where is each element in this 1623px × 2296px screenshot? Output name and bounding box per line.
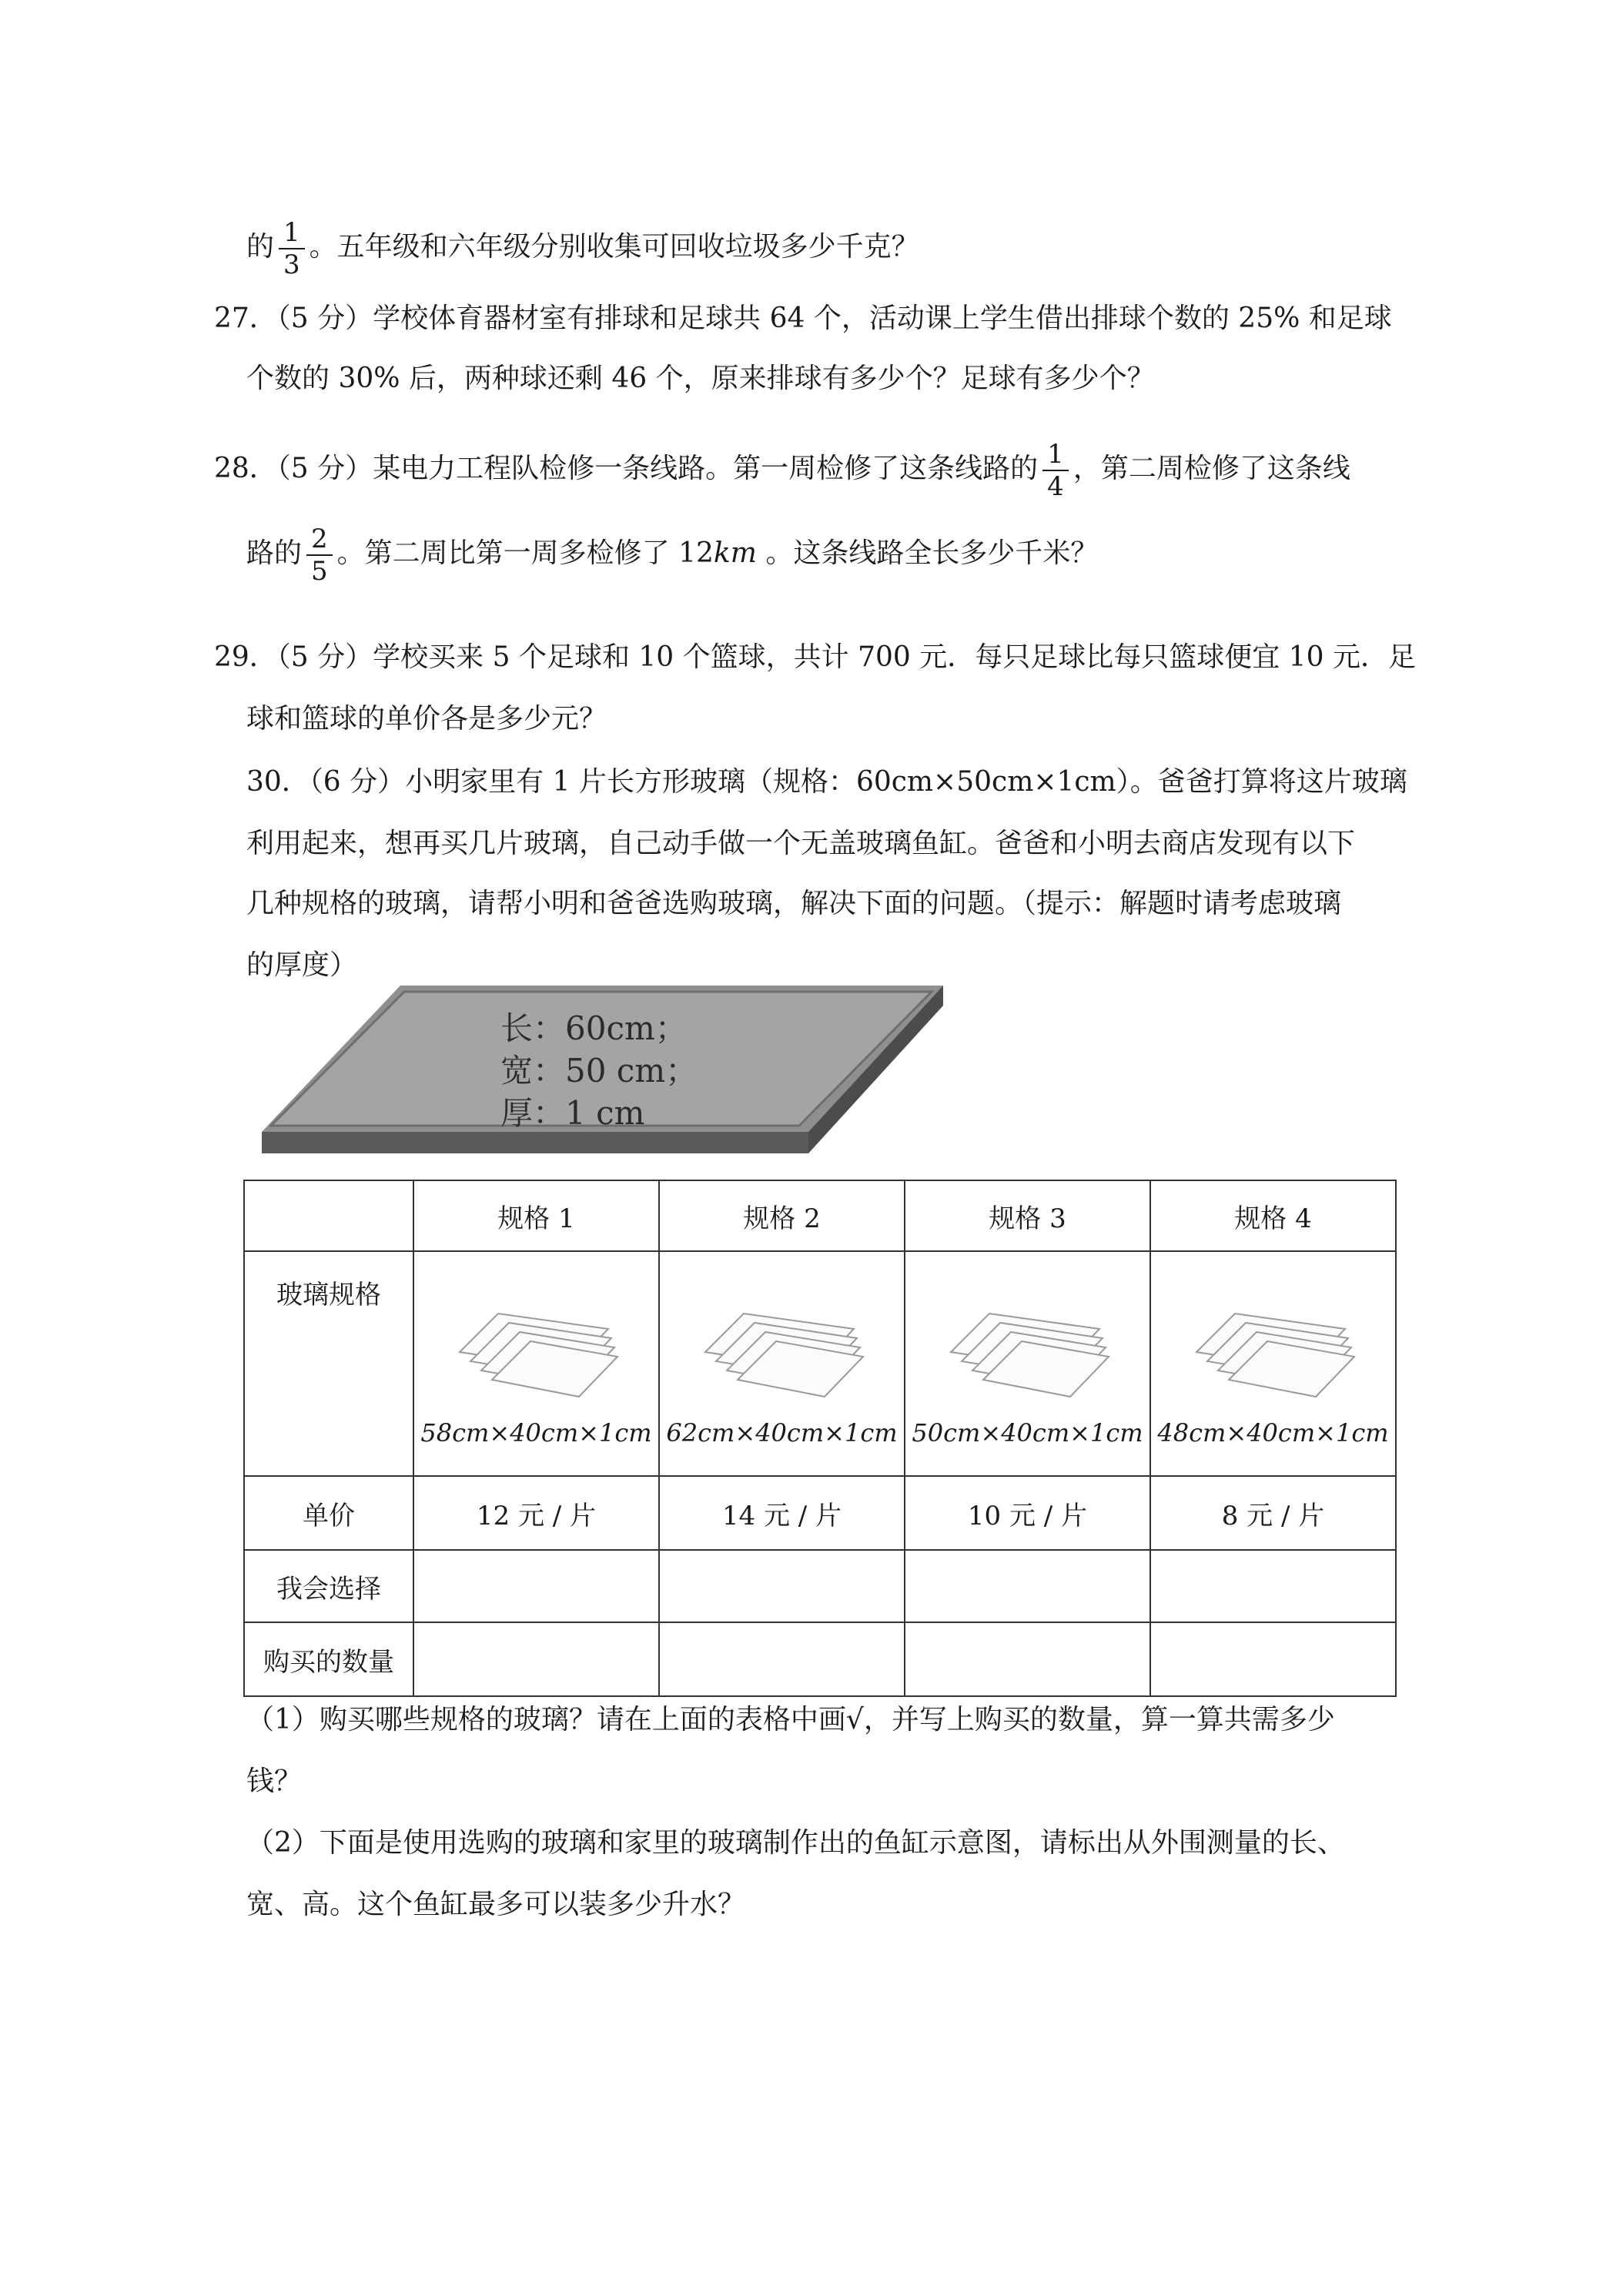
q28-text-1-tail: ，第二周检修了这条线 bbox=[1073, 453, 1350, 484]
table-row-quantity bbox=[244, 1622, 1396, 1696]
spec-cell-4 bbox=[1150, 1251, 1396, 1476]
choose-cell-3[interactable] bbox=[905, 1550, 1150, 1622]
spec-cell-3 bbox=[905, 1251, 1150, 1476]
q28-line-2 bbox=[246, 524, 1098, 587]
price-cell-2: 14 元 / 片 bbox=[659, 1476, 905, 1550]
quantity-cell-4[interactable] bbox=[1150, 1622, 1396, 1696]
choose-cell-2[interactable] bbox=[659, 1550, 905, 1622]
spec-dim-3: 50cm×40cm×1cm bbox=[912, 1418, 1143, 1448]
glass-stack-image bbox=[444, 1298, 629, 1414]
fraction-numerator: 1 bbox=[279, 217, 305, 249]
quantity-cell-1[interactable] bbox=[413, 1622, 659, 1696]
fraction-denominator: 5 bbox=[311, 556, 328, 587]
table-row-choose bbox=[244, 1550, 1396, 1622]
glass-thickness-label: 厚：1 cm bbox=[500, 1094, 645, 1132]
fraction-denominator: 3 bbox=[283, 249, 300, 280]
glass-stack-image bbox=[1181, 1298, 1366, 1414]
spec-dim-2: 62cm×40cm×1cm bbox=[666, 1418, 898, 1448]
price-cell-4: 8 元 / 片 bbox=[1150, 1476, 1396, 1550]
fraction-denominator: 4 bbox=[1047, 471, 1064, 502]
spec-dim-4: 48cm×40cm×1cm bbox=[1157, 1418, 1389, 1448]
fraction-numerator: 2 bbox=[306, 524, 333, 556]
table-row-price bbox=[244, 1476, 1396, 1550]
row-label-price: 单价 bbox=[244, 1476, 413, 1550]
q26-text: 。五年级和六年级分别收集可回收垃圾多少千克？ bbox=[309, 231, 919, 263]
row-label-quantity: 购买的数量 bbox=[244, 1622, 413, 1696]
price-cell-3: 10 元 / 片 bbox=[905, 1476, 1150, 1550]
choose-cell-4[interactable] bbox=[1150, 1550, 1396, 1622]
header-spec-3: 规格 3 bbox=[905, 1180, 1150, 1251]
q28-line-1 bbox=[214, 439, 1350, 502]
q30-line-2: 利用起来，想再买几片玻璃，自己动手做一个无盖玻璃鱼缸。爸爸和小明去商店发现有以下 bbox=[246, 828, 1356, 859]
quantity-cell-2[interactable] bbox=[659, 1622, 905, 1696]
glass-sheet-illustration bbox=[246, 978, 955, 1166]
glass-stack-image bbox=[690, 1298, 875, 1414]
glass-front-edge bbox=[262, 1132, 808, 1153]
q28-unit-km: km bbox=[713, 537, 757, 569]
spec-dim-1: 58cm×40cm×1cm bbox=[420, 1418, 652, 1448]
sub1-line-1: （1）购买哪些规格的玻璃？请在上面的表格中画√，并写上购买的数量，算一算共需多少 bbox=[246, 1704, 1335, 1735]
spec-cell-1 bbox=[413, 1251, 659, 1476]
fraction-one-third bbox=[279, 217, 305, 280]
sub1-line-2: 钱？ bbox=[246, 1766, 303, 1797]
q26-prefix: 的 bbox=[246, 231, 275, 263]
glass-length-label: 长：60cm； bbox=[500, 1009, 688, 1047]
q28-text-2a: 。第二周比第一周多检修了 12 bbox=[336, 537, 714, 569]
q30-line-3: 几种规格的玻璃，请帮小明和爸爸选购玻璃，解决下面的问题。（提示：解题时请考虑玻璃 bbox=[246, 888, 1342, 919]
glass-width-label: 宽：50 cm； bbox=[500, 1052, 698, 1089]
table-row-spec bbox=[244, 1251, 1396, 1476]
row-label-spec: 玻璃规格 bbox=[244, 1251, 413, 1476]
q30-line-4: 的厚度） bbox=[246, 949, 358, 981]
glass-stack-image bbox=[935, 1298, 1120, 1414]
choose-cell-1[interactable] bbox=[413, 1550, 659, 1622]
q28-prefix-2: 路的 bbox=[246, 537, 303, 569]
q29-line-1: 29．（5 分）学校买来 5 个足球和 10 个篮球，共计 700 元．每只足球比每只篮球便宜 10 元．足 bbox=[214, 641, 1416, 673]
row-label-choose: 我会选择 bbox=[244, 1550, 413, 1622]
header-spec-2: 规格 2 bbox=[659, 1180, 905, 1251]
header-spec-1: 规格 1 bbox=[413, 1180, 659, 1251]
q27-line-2: 个数的 30% 后，两种球还剩 46 个，原来排球有多少个？足球有多少个？ bbox=[246, 363, 1155, 394]
q28-text-2b: 。这条线路全长多少千米？ bbox=[756, 537, 1099, 569]
fraction-two-fifths bbox=[306, 524, 333, 587]
q29-line-2: 球和篮球的单价各是多少元？ bbox=[246, 703, 607, 735]
q26-tail-line bbox=[246, 217, 919, 280]
table-corner-cell bbox=[244, 1180, 413, 1251]
sub2-line-1: （2）下面是使用选购的玻璃和家里的玻璃制作出的鱼缸示意图，请标出从外围测量的长、 bbox=[246, 1827, 1345, 1859]
q27-line-1: 27．（5 分）学校体育器材室有排球和足球共 64 个，活动课上学生借出排球个数的 25% 和足球 bbox=[214, 303, 1392, 334]
fraction-numerator: 1 bbox=[1042, 439, 1069, 471]
price-cell-1: 12 元 / 片 bbox=[413, 1476, 659, 1550]
q28-text-1: 28．（5 分）某电力工程队检修一条线路。第一周检修了这条线路的 bbox=[214, 453, 1039, 484]
header-spec-4: 规格 4 bbox=[1150, 1180, 1396, 1251]
fraction-one-quarter bbox=[1042, 439, 1069, 502]
sub2-line-2: 宽、高。这个鱼缸最多可以装多少升水？ bbox=[246, 1889, 746, 1920]
q30-line-1: 30．（6 分）小明家里有 1 片长方形玻璃（规格：60cm×50cm×1cm）。爸爸打算将这片玻璃 bbox=[246, 766, 1407, 798]
table-header-row bbox=[244, 1180, 1396, 1251]
glass-spec-table bbox=[243, 1180, 1397, 1697]
quantity-cell-3[interactable] bbox=[905, 1622, 1150, 1696]
spec-cell-2 bbox=[659, 1251, 905, 1476]
